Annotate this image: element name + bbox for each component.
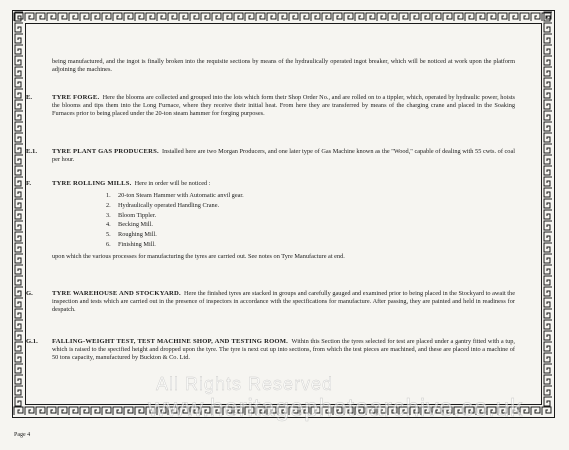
- list-item: [106, 240, 515, 250]
- list-item: [106, 191, 515, 201]
- watermark-rights: All Rights Reserved: [156, 374, 334, 394]
- list-item: [106, 211, 515, 221]
- list-item-number: 1.: [106, 192, 111, 200]
- section-code: E.: [26, 94, 33, 101]
- section-heading: TYRE ROLLING MILLS.: [52, 180, 132, 187]
- section-paragraph: [52, 290, 515, 314]
- list-item: [106, 220, 515, 230]
- section-text: Within this Section the tyres selected for test are placed under a gantry fitted with a tup, which is raised to the specified height and dropped upon the tyre. The tyre is next cut up into sections, from which the test pieces are machined, and these are placed into a machine of 50 tons capacity, manufactured by Buckton & Co. Ltd.: [52, 338, 515, 362]
- section-f: [26, 180, 515, 261]
- list-item-number: 5.: [106, 231, 111, 239]
- section-paragraph: [52, 338, 515, 362]
- page-number: Page 4: [14, 432, 31, 438]
- section-code: F.: [26, 180, 32, 187]
- list-item-number: 6.: [106, 241, 111, 249]
- list-item-text: Roughing Mill.: [118, 231, 157, 239]
- list-item: [106, 201, 515, 211]
- section-e: [26, 94, 515, 118]
- equipment-list: [52, 191, 515, 250]
- document-body: [26, 58, 516, 362]
- section-heading: TYRE FORGE.: [52, 94, 100, 101]
- list-item-number: 3.: [106, 211, 111, 219]
- section-g: [26, 290, 515, 314]
- list-item: [106, 230, 515, 240]
- intro-paragraph: being manufactured, and the ingot is finally broken into the requisite sections by means of the hydraulically operated ingot breaker, which will be noticed at work upon the platform adjoining the machines.: [52, 58, 515, 74]
- section-paragraph: [52, 94, 515, 118]
- section-g1: [26, 338, 515, 362]
- list-item-text: Hydraulically operated Handling Crane.: [118, 201, 220, 209]
- section-after-text: upon which the various processes for manufacturing the tyres are carried out. See notes on Tyre Manufacture at end.: [52, 252, 345, 260]
- section-paragraph: [52, 180, 515, 188]
- list-item-text: 20-ton Steam Hammer with Automatic anvil gear.: [118, 192, 244, 200]
- section-heading: TYRE WAREHOUSE AND STOCKYARD.: [52, 290, 181, 297]
- section-paragraph: [52, 148, 515, 164]
- section-code: E.1.: [26, 148, 37, 155]
- section-code: G.1.: [26, 338, 38, 345]
- section-text: Installed here are two Morgan Producers, and one later type of Gas Machine known as the "Wood," capable of dealing with 55 cwts. of coal per hour.: [52, 148, 516, 164]
- watermark-url: www.heritagephotoarchive.co.uk: [148, 394, 523, 422]
- section-heading: FALLING-WEIGHT TEST, TEST MACHINE SHOP, AND TESTING ROOM.: [52, 338, 289, 345]
- section-text: Here the blooms are collected and grouped into the lots which form their Shop Order No., and are rolled on to a tippler, which, operated by hydraulic power, hoists the blooms and tips them into the Long Furnace, where they receive their initial heat. From here they are transferred by means of the charging crane and placed in the Soaking Furnaces prior to being placed under the 20-ton steam hammer for forging purposes.: [52, 94, 515, 118]
- list-item-text: Bloom Tippler.: [118, 211, 157, 219]
- list-item-text: Becking Mill.: [118, 221, 153, 229]
- section-e1: [26, 148, 516, 164]
- section-code: G.: [26, 290, 33, 297]
- section-text: Here the finished tyres are stacked in groups and carefully gauged and examined prior to being placed in the Stockyard to await the inspection and tests which are carried out in the presence of inspectors in accordance with the specifications for manufacture. After passing, they are painted and held in readiness for despatch.: [52, 290, 515, 314]
- section-heading: TYRE PLANT GAS PRODUCERS.: [52, 148, 159, 155]
- list-item-number: 2.: [106, 201, 111, 209]
- list-item-text: Finishing Mill.: [118, 241, 156, 249]
- section-text: Here in order will be noticed :: [134, 180, 211, 187]
- list-item-number: 4.: [106, 221, 111, 229]
